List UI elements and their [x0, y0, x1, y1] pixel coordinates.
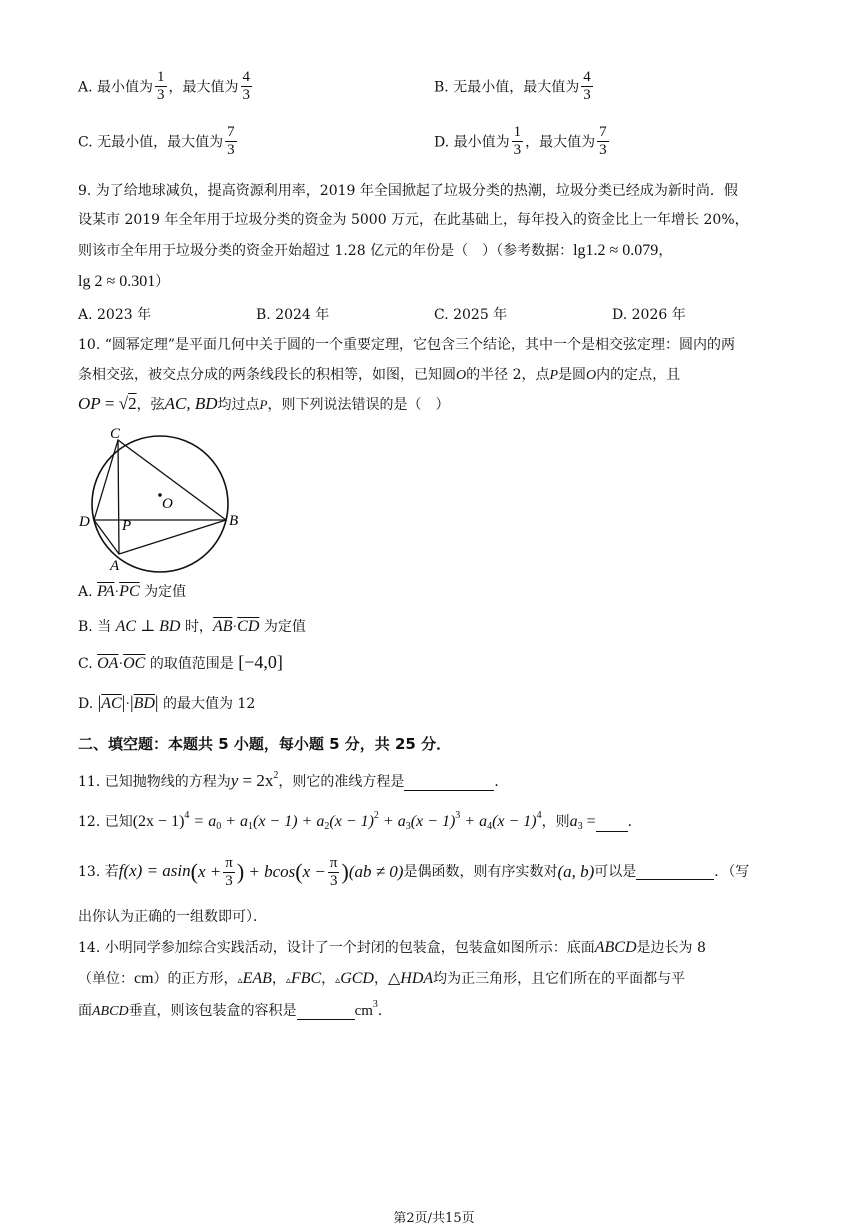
q13-pi-over-3-b: $\frac{\pi}{3}$	[329, 854, 338, 889]
q10-line-2c: 是圆	[558, 367, 587, 383]
q14-abcd: ABCD	[594, 939, 637, 956]
q10-line-3	[78, 394, 449, 414]
q12-end: ．	[627, 814, 642, 830]
q10-b-mid: 时，	[184, 619, 213, 635]
q12-sub4: 4	[487, 821, 493, 832]
q12-t4b: (x − 1)	[492, 813, 537, 830]
q13-end: ．（写	[714, 864, 750, 880]
q8-d-fraction-1: $\frac{1}{3}$	[513, 124, 522, 158]
q14-unit: cm	[354, 1003, 373, 1019]
q14-sep-3: ，	[373, 971, 388, 987]
q14-answer-blank[interactable]	[297, 1005, 355, 1020]
section-2-heading: 二、填空题：本题共 5 小题，每小题 5 分，共 25 分．	[78, 735, 452, 753]
q10-b-vec-ab: $\overline{AB}$	[212, 618, 233, 635]
quadrilateral-cdab	[94, 440, 226, 554]
triangle-icon-3: ▵	[335, 975, 341, 986]
q10-line-3c: ，则下列说法错误的是（ ）	[267, 397, 450, 413]
q12	[78, 810, 642, 832]
q8-a-fraction-2: $\frac{4}{3}$	[242, 69, 251, 103]
q12-t2b: (x − 1)	[329, 813, 374, 830]
q10-d-vec-bd: $\overline{BD}$	[133, 695, 155, 712]
q14-hda: HDA	[400, 970, 434, 987]
q10-P-2: P	[259, 397, 268, 412]
q13-x-minus: x −	[302, 862, 326, 881]
q10-a-vec-pa: $\overline{PA}$	[97, 583, 115, 600]
q13-x-plus: x +	[197, 862, 222, 881]
q14-line-1b: 是边长为 8	[636, 940, 706, 956]
q10-c-dot: ·	[118, 657, 124, 672]
q13-mid: + bcos	[244, 862, 296, 881]
q14-eab: EAB	[242, 970, 272, 987]
q9-line-4	[78, 271, 169, 291]
q10-c-vec-oa: $\overline{OA}$	[97, 655, 119, 672]
circle-o	[92, 436, 228, 572]
q11-y: y	[230, 771, 239, 790]
q10-d-post: 的最大值为 12	[162, 696, 256, 712]
q14-line-3a: 面	[78, 1003, 92, 1019]
q8-b-text: B. 无最小值，最大值为	[434, 79, 580, 96]
q10-O-2: O	[586, 368, 597, 383]
q10-c-vec-oc: $\overline{OC}$	[123, 655, 146, 672]
q8-b-fraction: $\frac{4}{3}$	[583, 69, 591, 103]
q10-option-a	[78, 581, 186, 601]
q14-sep-1: ，	[271, 971, 286, 987]
chord-ac	[118, 440, 119, 554]
q8-d-text: D. 最小值为	[434, 134, 510, 151]
q10-b-prefix: B. 当	[78, 619, 112, 635]
q8-d-fraction-2: $\frac{7}{3}$	[599, 124, 607, 158]
q8-option-d	[434, 125, 611, 158]
q12-sub3: 3	[405, 821, 411, 832]
q10-eq: =	[100, 394, 119, 413]
q10-a-dot: ·	[114, 585, 120, 600]
q10-b-post: 为定值	[263, 619, 306, 635]
q11-exponent: 2	[273, 770, 279, 781]
q9-option-d: D. 2026 年	[612, 307, 686, 323]
label-a: A	[110, 558, 120, 574]
q10-a-prefix: A.	[78, 584, 93, 600]
q12-pre: 12. 已知	[78, 814, 133, 830]
q12-mid: ，则	[541, 814, 570, 830]
q10-P-1: P	[549, 368, 559, 383]
q10-circle-figure	[76, 424, 248, 574]
label-c: C	[110, 426, 121, 442]
q10-c-range: [−4,0]	[238, 652, 283, 672]
q12-exp4b: 4	[536, 810, 542, 821]
q12-t1: + a	[221, 813, 248, 830]
q14-fbc: FBC	[290, 970, 322, 987]
q10-d-dot: ·	[125, 697, 130, 712]
q14-end: ．	[377, 1003, 392, 1019]
q9-ref-lg12: lg1.2 ≈ 0.079	[573, 242, 659, 259]
q13-post2: 可以是	[594, 864, 637, 880]
q14-line-2c: 均为正三角形，且它们所在的平面都与平	[433, 971, 686, 987]
q13-answer-blank[interactable]	[636, 865, 714, 880]
q10-option-c	[78, 652, 283, 673]
q8-option-c	[78, 125, 239, 158]
q10-a-vec-pc: $\overline{PC}$	[119, 583, 140, 600]
q10-option-d: D. $|\overline{AC}|\cdot|\overline{BD}|$ 的最大值为 12	[78, 692, 256, 712]
q8-option-b	[434, 70, 595, 103]
q12-t1b: (x − 1) + a	[253, 813, 325, 830]
page-footer: 第2页/共15页	[393, 1211, 475, 1226]
q10-O-1: O	[456, 368, 467, 383]
q9-option-a: A. 2023 年	[78, 307, 152, 323]
q11-rhs: = 2x	[238, 771, 274, 790]
q11-post: ，则它的准线方程是	[278, 774, 405, 790]
q8-d-text-2: ，最大值为	[525, 134, 596, 151]
q13-pi-over-3-a: $\frac{\pi}{3}$	[225, 854, 233, 889]
label-d: D	[79, 514, 90, 530]
q14-cm: cm	[134, 970, 154, 987]
q13-post: 是偶函数，则有序实数对	[403, 864, 558, 880]
q12-answer-blank[interactable]	[596, 817, 628, 832]
q12-exp2: 2	[373, 810, 379, 821]
label-p: P	[122, 518, 132, 534]
q13-f: f	[118, 861, 124, 880]
q14-line-3	[78, 999, 392, 1020]
q12-sub1: 1	[248, 821, 253, 832]
q8-option-a	[78, 70, 254, 103]
q10-b-dot: ·	[232, 620, 238, 635]
q12-t3: + a	[378, 813, 406, 830]
q13-condition: (ab ≠ 0)	[348, 862, 404, 881]
triangle-icon-4: △	[387, 970, 401, 987]
q10-d-vec-ac: $\overline{AC}$	[101, 695, 122, 712]
q14-line-1	[78, 937, 706, 957]
label-o: O	[162, 496, 173, 512]
q13: 13. 若f(x) = asin(x + $\frac{\pi}{3}$ ) + bcos(x − $\frac{\pi}{3}$ )(ab ≠ 0)是偶函数，则有序实数对(a, b)可以是 ．（写	[78, 854, 750, 889]
q14-unit-exp: 3	[372, 999, 378, 1010]
q10-b-vec-cd: $\overline{CD}$	[237, 618, 260, 635]
q10-d-prefix: D.	[78, 696, 94, 712]
q8-c-fraction: $\frac{7}{3}$	[227, 124, 235, 158]
q10-b-condition: AC ⊥ BD	[115, 618, 181, 635]
q14-line-1a: 14. 小明同学参加综合实践活动，设计了一个封闭的包装盒，包装盒如图所示：底面	[78, 940, 595, 956]
q14-sep-2: ，	[321, 971, 336, 987]
q12-rhs: = a	[189, 813, 217, 830]
q9-line-2: 设某市 2019 年全年用于垃圾分类的资金为 5000 万元，在此基础上，每年投入的资金比上一年增长 20%，	[78, 212, 749, 228]
q9-ref-lg2: lg 2 ≈ 0.301	[78, 273, 156, 290]
q9-option-b: B. 2024 年	[256, 307, 330, 323]
q12-a3: a	[569, 813, 578, 830]
q14-line-2a: （单位：	[78, 971, 134, 987]
q9-option-c: C. 2025 年	[434, 307, 508, 323]
q9-line-1: 9. 为了给地球减负，提高资源利用率，2019 年全国掀起了垃圾分类的热潮，垃圾分类已经成为新时尚．假	[78, 183, 738, 199]
q12-t3b: (x − 1)	[410, 813, 456, 830]
q9-line-3	[78, 240, 672, 260]
q14-abcd-2: ABCD	[92, 1004, 129, 1019]
q12-sub0: 0	[216, 821, 222, 832]
q11-answer-blank[interactable]	[404, 776, 494, 791]
q10-sqrt-sign: √	[118, 394, 129, 413]
triangle-icon-1: ▵	[237, 975, 243, 986]
q11-end: ．	[494, 774, 509, 790]
q14-line-3b: 垂直，则该包装盒的容积是	[128, 1003, 297, 1019]
q10-line-2a: 条相交弦，被交点分成的两条线段长的积相等，如图，已知圆	[78, 367, 456, 383]
q10-line-3a: ，弦	[136, 397, 165, 413]
q12-t4: + a	[460, 813, 488, 830]
q10-a-post: 为定值	[144, 584, 187, 600]
q10-op: OP	[78, 394, 101, 413]
q13-pair: (a, b)	[557, 862, 595, 881]
q10-line-2	[78, 364, 680, 384]
q10-c-prefix: C.	[78, 656, 93, 672]
q10-option-b	[78, 616, 306, 636]
q12-expr: (2x − 1)	[132, 813, 185, 830]
q11	[78, 770, 508, 791]
q14-line-2	[78, 968, 685, 988]
q9-comma: ，	[658, 243, 673, 259]
q14-line-2b: ）的正方形，	[153, 971, 238, 987]
q10-line-2b: 的半径 2，点	[466, 367, 550, 383]
label-b: B	[229, 513, 239, 529]
q11-pre: 11. 已知抛物线的方程为	[78, 774, 231, 790]
q12-a3-sub: 3	[577, 821, 583, 832]
q9-close: ）	[155, 274, 170, 290]
q13-line-2: 出你认为正确的一组数即可）．	[78, 909, 267, 925]
q10-sqrt-value: 2	[128, 394, 137, 413]
q10-c-mid: 的取值范围是	[149, 656, 234, 672]
q8-a-text-2: ，最大值为	[168, 79, 239, 96]
q12-equals: =	[582, 813, 596, 830]
q10-line-1: 10. “圆幂定理”是平面几何中关于圆的一个重要定理，它包含三个结论，其中一个是相交弦定理：圆内的两	[78, 337, 736, 353]
q12-exp4: 4	[184, 810, 190, 821]
q10-line-2d: 内的定点，且	[596, 367, 681, 383]
q8-a-text: A. 最小值为	[78, 79, 154, 96]
q10-chords: AC, BD	[164, 394, 218, 413]
q8-a-fraction-1: $\frac{1}{3}$	[157, 69, 165, 103]
q8-c-text: C. 无最小值，最大值为	[78, 134, 224, 151]
q13-fx: (x) = asin	[123, 861, 191, 880]
q13-pre: 13. 若	[78, 864, 119, 880]
triangle-icon-2: ▵	[285, 975, 291, 986]
q12-sub2: 2	[324, 821, 330, 832]
q12-exp3: 3	[455, 810, 461, 821]
q9-line-3-text: 则该市全年用于垃圾分类的资金开始超过 1.28 亿元的年份是（ ）（参考数据：	[78, 243, 574, 259]
q10-line-3b: 均过点	[217, 397, 260, 413]
q14-gcd: GCD	[340, 970, 374, 987]
